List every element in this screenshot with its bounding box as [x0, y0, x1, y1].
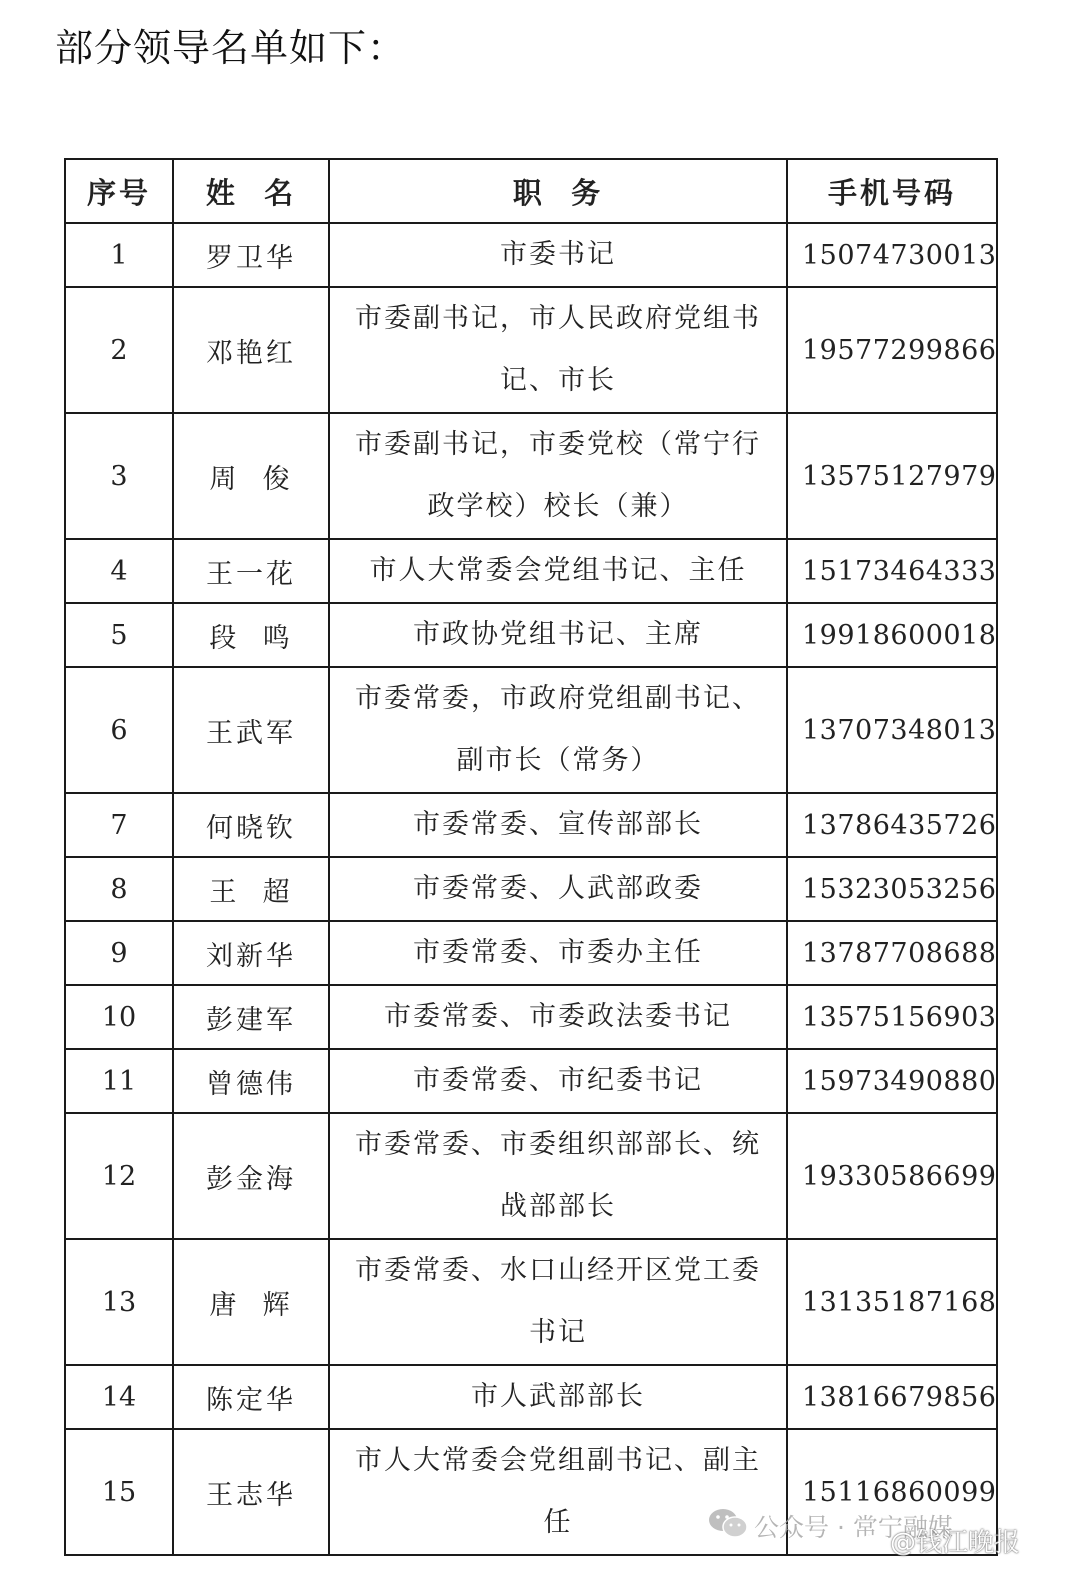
row-name: 刘新华: [173, 921, 329, 985]
leaders-table: [64, 158, 998, 1556]
row-number: 12: [65, 1113, 173, 1239]
row-name: 曾德伟: [173, 1049, 329, 1113]
row-name: 王武军: [173, 667, 329, 793]
table-row: [65, 985, 997, 1049]
table-row: [65, 413, 997, 539]
table-row: [65, 223, 997, 287]
row-name: 邓艳红: [173, 287, 329, 413]
row-duty: 市委副书记，市人民政府党组书记、市长: [329, 287, 787, 413]
row-phone: 13575127979: [787, 413, 997, 539]
header-phone: 手机号码: [787, 159, 997, 223]
table-row: [65, 1113, 997, 1239]
row-number: 1: [65, 223, 173, 287]
header-name: 姓 名: [173, 159, 329, 223]
row-phone: 15074730013: [787, 223, 997, 287]
row-name: 周 俊: [173, 413, 329, 539]
table-row: [65, 793, 997, 857]
table-row: [65, 857, 997, 921]
watermark-weibo: [858, 1522, 1020, 1559]
row-name: 何晓钦: [173, 793, 329, 857]
table-row: [65, 1239, 997, 1365]
row-duty: 市委常委、市委政法委书记: [329, 985, 787, 1049]
row-phone: 13707348013: [787, 667, 997, 793]
row-number: 11: [65, 1049, 173, 1113]
row-name: 王 超: [173, 857, 329, 921]
row-name: 王一花: [173, 539, 329, 603]
row-phone: 13575156903: [787, 985, 997, 1049]
table-row: [65, 667, 997, 793]
row-number: 9: [65, 921, 173, 985]
watermark-account: 公众号 · 常宁融媒: [754, 1513, 953, 1542]
row-duty: 市人大常委会党组书记、主任: [329, 539, 787, 603]
row-number: 4: [65, 539, 173, 603]
row-duty: 市委常委、市纪委书记: [329, 1049, 787, 1113]
row-duty: 市政协党组书记、主席: [329, 603, 787, 667]
row-phone: 15116860099: [787, 1429, 997, 1555]
table-row: [65, 921, 997, 985]
row-duty: 市人大常委会党组副书记、副主任: [329, 1429, 787, 1555]
row-number: 8: [65, 857, 173, 921]
table-header-row: [65, 159, 997, 223]
row-number: 3: [65, 413, 173, 539]
row-number: 15: [65, 1429, 173, 1555]
row-name: 罗卫华: [173, 223, 329, 287]
row-number: 7: [65, 793, 173, 857]
row-number: 14: [65, 1365, 173, 1429]
row-phone: 15173464333: [787, 539, 997, 603]
row-name: 陈定华: [173, 1365, 329, 1429]
table-row: [65, 287, 997, 413]
row-phone: 13816679856: [787, 1365, 997, 1429]
row-name: 彭金海: [173, 1113, 329, 1239]
row-name: 唐 辉: [173, 1239, 329, 1365]
table-row: [65, 1049, 997, 1113]
wechat-icon: [708, 1506, 748, 1540]
header-no: 序号: [65, 159, 173, 223]
row-duty: 市委副书记，市委党校（常宁行政学校）校长（兼）: [329, 413, 787, 539]
row-number: 2: [65, 287, 173, 413]
watermark-weibo-label: @钱江晚报: [890, 1528, 1021, 1558]
row-number: 13: [65, 1239, 173, 1365]
row-duty: 市人武部部长: [329, 1365, 787, 1429]
row-phone: 19918600018: [787, 603, 997, 667]
row-name: 彭建军: [173, 985, 329, 1049]
row-duty: 市委书记: [329, 223, 787, 287]
header-duty: 职 务: [329, 159, 787, 223]
row-phone: 13787708688: [787, 921, 997, 985]
row-name: 王志华: [173, 1429, 329, 1555]
table-row: [65, 1365, 997, 1429]
table-row: [65, 603, 997, 667]
row-name: 段 鸣: [173, 603, 329, 667]
row-phone: 13786435726: [787, 793, 997, 857]
row-phone: 15973490880: [787, 1049, 997, 1113]
row-phone: 15323053256: [787, 857, 997, 921]
row-phone: 19330586699: [787, 1113, 997, 1239]
row-phone: 19577299866: [787, 287, 997, 413]
table-body: [65, 223, 997, 1555]
table-row: [65, 539, 997, 603]
row-duty: 市委常委，市政府党组副书记、副市长（常务）: [329, 667, 787, 793]
weibo-icon: [858, 1528, 888, 1554]
row-duty: 市委常委、市委组织部部长、统战部部长: [329, 1113, 787, 1239]
row-number: 5: [65, 603, 173, 667]
row-duty: 市委常委、人武部政委: [329, 857, 787, 921]
row-duty: 市委常委、宣传部部长: [329, 793, 787, 857]
page-heading: 部分领导名单如下：: [55, 26, 407, 70]
row-duty: 市委常委、水口山经开区党工委书记: [329, 1239, 787, 1365]
watermark: [708, 1500, 1068, 1558]
row-number: 6: [65, 667, 173, 793]
row-number: 10: [65, 985, 173, 1049]
row-duty: 市委常委、市委办主任: [329, 921, 787, 985]
row-phone: 13135187168: [787, 1239, 997, 1365]
